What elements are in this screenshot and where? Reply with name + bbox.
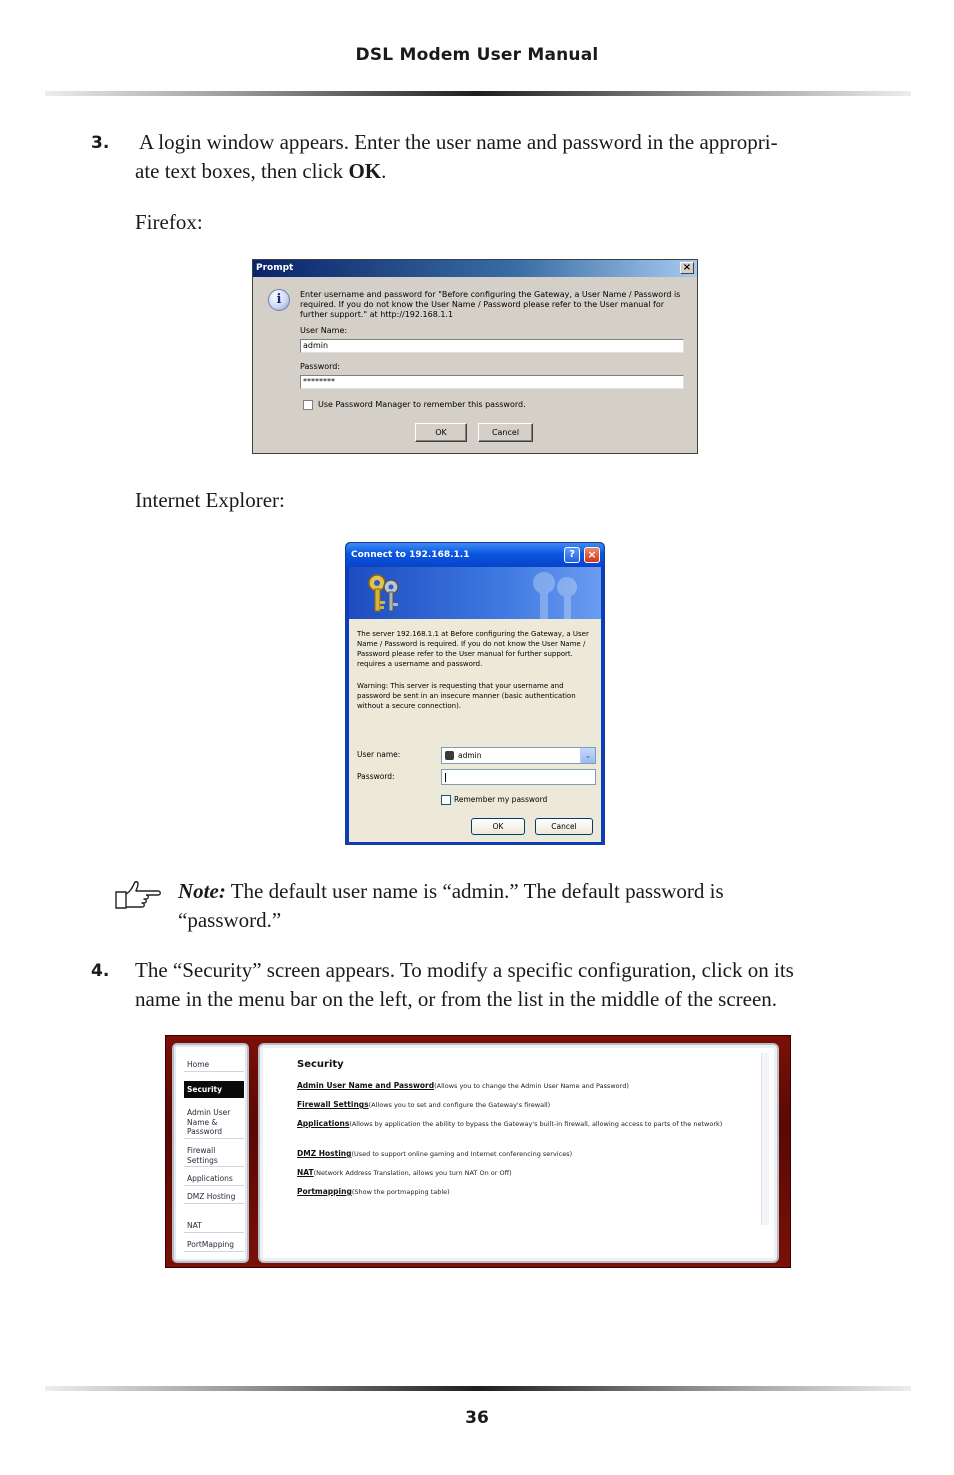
cancel-button[interactable]: Cancel xyxy=(535,818,593,835)
pointing-hand-icon xyxy=(114,878,162,910)
ie-dialog-title: Connect to 192.168.1.1 xyxy=(351,550,470,560)
step-3-line-1: A login window appears. Enter the user name and password in the appropri- xyxy=(139,130,778,154)
remember-password-checkbox[interactable] xyxy=(441,795,451,805)
help-icon[interactable]: ? xyxy=(564,547,580,563)
password-field[interactable]: ******** xyxy=(300,375,684,389)
scrollbar[interactable] xyxy=(761,1053,769,1225)
security-list-item xyxy=(297,1168,757,1178)
page-number: 36 xyxy=(465,1408,489,1428)
menu-item-portmapping[interactable]: PortMapping xyxy=(184,1239,244,1252)
security-list-item xyxy=(297,1149,757,1159)
dmz-hosting-link[interactable]: DMZ Hosting xyxy=(297,1149,352,1158)
step-3-period: . xyxy=(381,159,387,183)
ie-label: Internet Explorer: xyxy=(135,488,285,512)
portmapping-link[interactable]: Portmapping xyxy=(297,1187,352,1196)
firewall-settings-link[interactable]: Firewall Settings xyxy=(297,1100,369,1109)
admin-user-link[interactable]: Admin User Name and Password xyxy=(297,1081,435,1090)
password-label: Password: xyxy=(357,772,395,781)
menu-item-nat[interactable]: NAT xyxy=(184,1220,244,1233)
footer-rule xyxy=(45,1386,911,1391)
user-icon xyxy=(445,751,454,760)
note-body: The default user name is “admin.” The default password is “password.” xyxy=(178,879,724,932)
text-caret xyxy=(445,773,446,782)
security-list-item xyxy=(297,1187,757,1197)
item-description: (Used to support online gaming and Internet conferencing services) xyxy=(351,1150,573,1158)
firefox-label: Firefox: xyxy=(135,210,203,234)
menu-item-applications[interactable]: Applications xyxy=(184,1173,244,1186)
username-label: User name: xyxy=(357,750,401,759)
firefox-prompt-message: Enter username and password for "Before configuring the Gateway, a User Name / Password is required. If you do not know the User Name / Password please refer to the User manual for further support." at http://192.168.1.1 xyxy=(300,290,681,319)
applications-link[interactable]: Applications xyxy=(297,1119,350,1128)
cancel-button[interactable]: Cancel xyxy=(478,423,533,442)
security-screen xyxy=(165,1035,791,1268)
firefox-prompt-title: Prompt xyxy=(256,263,294,273)
menu-item-dmz[interactable]: DMZ Hosting xyxy=(184,1191,244,1204)
menu-item-firewall[interactable]: Firewall Settings xyxy=(184,1145,244,1167)
ie-dialog-titlebar xyxy=(346,543,604,567)
remember-password-checkbox[interactable] xyxy=(303,400,313,410)
close-icon[interactable]: × xyxy=(584,547,600,563)
chevron-down-icon[interactable]: ⌄ xyxy=(580,748,595,763)
ie-dialog-warning: Warning: This server is requesting that your username and password be sent in an insecure manner (basic authentication without a secure connection). xyxy=(357,682,576,710)
security-list-item xyxy=(297,1119,752,1129)
note-text xyxy=(178,877,818,935)
username-combobox[interactable] xyxy=(441,747,596,764)
keys-watermark-icon xyxy=(519,569,589,619)
firefox-prompt-dialog xyxy=(252,259,698,454)
nat-link[interactable]: NAT xyxy=(297,1168,314,1177)
step-3-number: 3. xyxy=(91,133,110,153)
close-icon[interactable]: × xyxy=(680,262,694,274)
item-description: (Allows you to change the Admin User Name and Password) xyxy=(434,1082,629,1090)
ok-button[interactable]: OK xyxy=(471,818,525,835)
remember-password-label: Remember my password xyxy=(454,795,548,804)
item-description: (Network Address Translation, allows you turn NAT On or Off) xyxy=(313,1169,512,1177)
security-sidebar-menu xyxy=(172,1043,249,1263)
menu-item-security[interactable]: Security xyxy=(184,1081,244,1098)
step-4-line-1: The “Security” screen appears. To modify a specific configuration, click on its xyxy=(135,958,794,982)
ok-button[interactable]: OK xyxy=(415,423,467,442)
username-field[interactable]: admin xyxy=(300,339,684,353)
keys-icon xyxy=(361,571,405,615)
password-label: Password: xyxy=(300,362,341,371)
info-icon: i xyxy=(268,289,290,311)
ie-dialog-message: The server 192.168.1.1 at Before configuring the Gateway, a User Name / Password is required. If you do not know the User Name / Password please refer to the User manual for further support. requires a username and password. xyxy=(357,630,589,668)
item-description: (Show the portmapping table) xyxy=(351,1188,450,1196)
note-label: Note: xyxy=(178,879,226,903)
menu-item-admin-user[interactable]: Admin User Name & Password xyxy=(184,1107,244,1139)
ie-dialog-banner xyxy=(349,567,601,619)
username-label: User Name: xyxy=(300,326,348,335)
item-description: (Allows you to set and configure the Gateway's firewall) xyxy=(368,1101,551,1109)
item-description: (Allows by application the ability to bypass the Gateway's built-in firewall, allowing access to parts of the network) xyxy=(349,1120,723,1128)
ie-dialog-body xyxy=(349,567,601,842)
security-list-item xyxy=(297,1081,757,1091)
password-field[interactable] xyxy=(441,769,596,785)
step-3-line-2: ate text boxes, then click xyxy=(135,159,349,183)
username-value: admin xyxy=(458,751,482,760)
remember-password-label: Use Password Manager to remember this password. xyxy=(318,400,526,409)
menu-item-home[interactable]: Home xyxy=(184,1059,244,1072)
security-page-title: Security xyxy=(297,1059,344,1070)
header-rule xyxy=(45,91,911,96)
step-4-number: 4. xyxy=(91,961,110,981)
manual-title: DSL Modem User Manual xyxy=(355,45,599,65)
ok-emphasis: OK xyxy=(348,159,382,183)
step-4-text xyxy=(135,956,895,1014)
security-main-panel xyxy=(258,1043,779,1263)
security-list-item xyxy=(297,1100,757,1110)
ie-connect-dialog xyxy=(345,542,605,845)
step-3-text xyxy=(135,128,865,186)
step-4-line-2: name in the menu bar on the left, or from the list in the middle of the screen. xyxy=(135,987,778,1011)
firefox-prompt-titlebar xyxy=(253,260,697,277)
